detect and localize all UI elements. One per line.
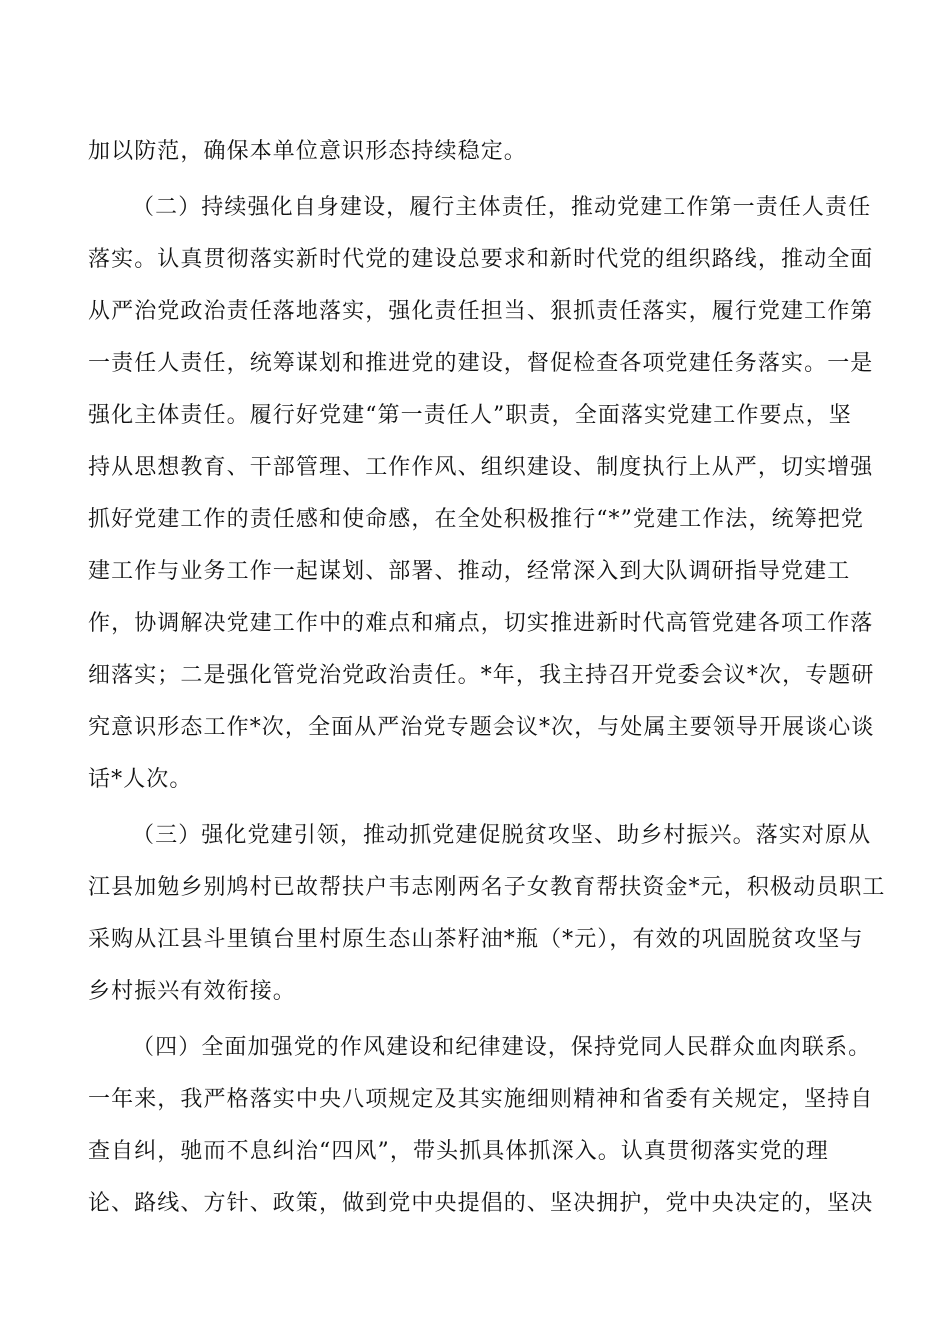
text-line-6: 强化主体责任。履行好党建“第一责任人”职责，全面落实党建工作要点，坚 bbox=[88, 403, 852, 428]
text-line-19: 一年来，我严格落实中央八项规定及其实施细则精神和省委有关规定，坚持自 bbox=[88, 1087, 874, 1112]
section-heading-3: （三）强化党建引领，推动抓党建促脱贫攻坚、助乡村振兴。落实对原从 bbox=[132, 823, 872, 848]
section-heading-2: （二）持续强化自身建设，履行主体责任，推动党建工作第一责任人责任 bbox=[132, 195, 872, 220]
text-line-21: 论、路线、方针、政策，做到党中央提倡的、坚决拥护，党中央决定的，坚决 bbox=[88, 1191, 874, 1216]
text-line-8: 抓好党建工作的责任感和使命感，在全处积极推行“*”党建工作法，统筹把党 bbox=[88, 507, 864, 532]
text-line-7: 持从思想教育、干部管理、工作作风、组织建设、制度执行上从严，切实增强 bbox=[88, 455, 874, 480]
text-line-15: 江县加勉乡别鸠村已故帮扶户韦志刚两名子女教育帮扶资金*元，积极动员职工 bbox=[88, 875, 886, 900]
text-line-1: 加以防范，确保本单位意识形态持续稳定。 bbox=[88, 139, 527, 164]
text-line-9: 建工作与业务工作一起谋划、部署、推动，经常深入到大队调研指导党建工 bbox=[88, 559, 851, 584]
section-heading-4: （四）全面加强党的作风建设和纪律建设，保持党同人民群众血肉联系。 bbox=[132, 1035, 872, 1060]
text-line-3: 落实。认真贯彻落实新时代党的建设总要求和新时代党的组织路线，推动全面 bbox=[88, 247, 874, 272]
text-line-4: 从严治党政治责任落地落实，强化责任担当、狠抓责任落实，履行党建工作第 bbox=[88, 299, 874, 324]
text-line-11: 细落实；二是强化管党治党政治责任。*年，我主持召开党委会议*次，专题研 bbox=[88, 663, 875, 688]
text-line-5: 一责任人责任，统筹谋划和推进党的建设，督促检查各项党建任务落实。一是 bbox=[88, 351, 874, 376]
text-line-13: 话*人次。 bbox=[88, 767, 193, 792]
text-line-16: 采购从江县斗里镇台里村原生态山茶籽油*瓶（*元），有效的巩固脱贫攻坚与 bbox=[88, 927, 864, 952]
text-line-10: 作，协调解决党建工作中的难点和痛点，切实推进新时代高管党建各项工作落 bbox=[88, 611, 874, 636]
text-line-12: 究意识形态工作*次，全面从严治党专题会议*次，与处属主要领导开展谈心谈 bbox=[88, 715, 875, 740]
text-line-20: 查自纠，驰而不息纠治“四风”，带头抓具体抓深入。认真贯彻落实党的理 bbox=[88, 1139, 829, 1164]
text-line-17: 乡村振兴有效衔接。 bbox=[88, 979, 296, 1004]
